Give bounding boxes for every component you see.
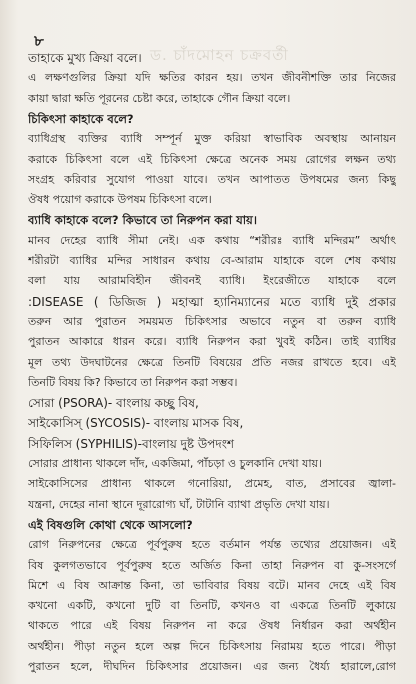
text-line: সিফিলিস (SYPHILIS)-বাংলায় দুষ্ট উপদংশ	[28, 436, 234, 451]
text-line: সংগ্রহ করিবার সুযোগ পাওয়া যাবে। তখন আপাতত উপষমের জন্য কিছু	[28, 172, 396, 186]
section-heading: এই বিষগুলি কোথা থেকে আসলো?	[28, 517, 193, 532]
text-line: পুরাতন আকারে ধারন করে। ব্যাধি নিরুপন করা খুবই কঠিন। তাই ব্যাধির	[28, 335, 396, 349]
section-heading: চিকিৎসা কাহাকে বলে?	[28, 111, 134, 126]
text-line: তাহাকে মুখ্য ক্রিয়া বলে।	[28, 51, 142, 65]
text-line: যন্ত্রনা, দেহের নানা স্থানে দূরারোগ্য ঘাঁ, টাটানি ব্যাথা প্রভৃতি দেখা যায়।	[28, 497, 330, 511]
text-line: শরীরটা ব্যাধির মন্দির সাধারন কথায় বে-আরাম যাহাকে বলে শেষ কথায়	[28, 254, 396, 267]
page-number: ৮	[34, 32, 44, 50]
text-line: মিশে এ বিষ আক্রান্ত কিনা, তা ভাবিবার বিষয় বটে। মানব দেহে এই বিষ	[28, 578, 396, 592]
text-line: মানব দেহের ব্যাধি সীমা নেই। এক কথায় “শরীরঃ ব্যাধি মন্দিরম” অর্থাৎ	[28, 233, 396, 247]
text-line: কখনো একটি, কখনো দুটি বা তিনটি, কখনও বা একত্রে তিনটি লুকায়ে	[28, 599, 396, 613]
text-line: সোরার প্রাধান্য থাকলে দাঁদ, একজিমা, পাঁচড়া ও চুলকানি দেখা যায়।	[28, 457, 322, 470]
text-line: তিনটি বিষয় কি? কিভাবে তা নিরুপন করা সম্ভব।	[28, 375, 238, 389]
text-line: করাকে চিকিৎসা বলে এই চিকিৎসা ক্ষেত্রে অনেক সময় রোগের লক্ষন তথ্য	[28, 152, 396, 166]
text-line: সোরা (PSORA)- বাংলায় কচ্ছু বিষ,	[28, 396, 199, 411]
text-line: তরুন আর পুরাতন সময়মত চিকিৎসার অভাবে নতুন বা তরুন ব্যাধি	[28, 314, 396, 328]
text-line: কায়া দ্বারা ক্ষতি পূরনের চেষ্টা করে, তাহাকে গৌন ক্রিয়া বলে।	[28, 91, 291, 105]
text-line: সাইকোসিসের প্রাধান্য থাকলে গনোরিয়া, প্রমেহ, বাত, প্রসাবের জ্বালা-	[28, 477, 396, 491]
text-line: এ লক্ষণগুলির ক্রিয়া যদি ক্ষতির কারন হয়। তখন জীবনীশক্তি তার নিজের	[28, 71, 396, 85]
text-line: অর্থহীন। পীড়া নতুন হলে অল্প দিনে চিকিৎসায় নিরাময় হতে পারে। পীড়া	[28, 639, 396, 653]
text-line: রোগ নিরুপনের ক্ষেত্রে পূর্বপুরুষ হতে বর্তমান পর্যন্ত তথ্যের প্রয়োজন। এই	[28, 538, 396, 552]
text-line: সাইকোসিস্ (SYCOSIS)- বাংলায় মাসক বিষ,	[28, 416, 244, 431]
section-heading: ব্যাধি কাহাকে বলে? কিভাবে তা নিরুপন করা যায়।	[28, 213, 257, 228]
text-line: থাকতে পারে এই বিষয় নিরুপন না করে ঔষধ নির্ধারন করা অর্থহীন	[28, 619, 396, 633]
text-line: :DISEASE ( ডিজিজ ) মহাত্মা হ্যানিম্যানের মতে ব্যাধি দুই প্রকার	[28, 294, 396, 309]
text-line: পুরাতন হলে, দীঘদিন চিকিৎসার প্রয়োজন। এর জন্য ধৈর্য্য হারালে,রোগ	[28, 660, 396, 673]
text-line: বিষ কুলগতভাবে পূর্বপুরুষ হতে অর্জিত কিনা তাহা নিরুপন বা কু-সংসর্গে	[28, 558, 396, 572]
show-through-text: ড. চাঁদমোহন চক্রবর্তী	[150, 46, 289, 64]
text-line: বলা যায় আরামবিহীন জীবনই ব্যাধি। ইংরেজীতে যাহাকে বলে	[28, 274, 396, 288]
text-line: ঔষধ পয়োগ করাকে উপষম চিকিৎসা বলে।	[28, 193, 212, 207]
text-line: মূল তথ্য উদঘাটনের ক্ষেত্রে তিনটি বিষয়ের প্রতি নজর রাখতে হবে। এই	[28, 355, 396, 369]
text-line: ব্যাধিগ্রস্থ ব্যক্তির ব্যাধি সম্পূর্ন মুক্ত করিয়া স্বাভাবিক অবস্থায় আনায়ন	[28, 132, 396, 146]
